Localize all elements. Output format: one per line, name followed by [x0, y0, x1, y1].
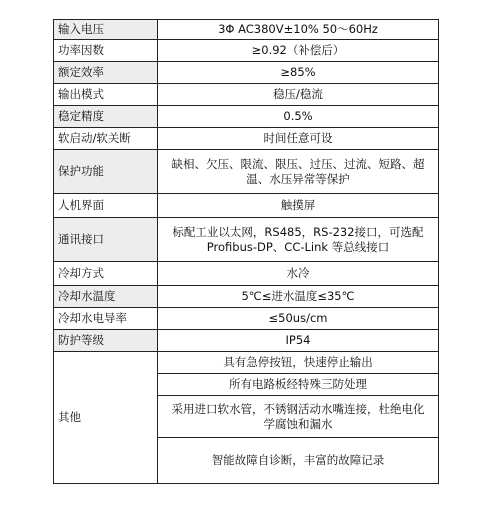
row-value: 缺相、欠压、限流、限压、过压、过流、短路、超温、水压异常等保护: [158, 150, 439, 194]
row-value: 5℃≤进水温度≤35℃: [158, 286, 439, 308]
row-label: 额定效率: [54, 62, 158, 84]
table-row: [54, 20, 439, 40]
other-label: 其他: [54, 352, 158, 484]
table-row: [54, 62, 439, 84]
row-value: 水冷: [158, 262, 439, 286]
table-row: [54, 330, 439, 352]
table-row: [54, 106, 439, 128]
row-value: ≥0.92（补偿后）: [158, 40, 439, 62]
row-label: 通讯接口: [54, 218, 158, 262]
other-item: 具有急停按钮，快速停止输出: [158, 352, 439, 374]
table-row: [54, 286, 439, 308]
row-value: IP54: [158, 330, 439, 352]
table-row: [54, 194, 439, 218]
row-value: ≥85%: [158, 62, 439, 84]
row-value: 时间任意可设: [158, 128, 439, 150]
row-label: 冷却方式: [54, 262, 158, 286]
row-label: 软启动/软关断: [54, 128, 158, 150]
row-label: 防护等级: [54, 330, 158, 352]
other-item: 智能故障自诊断，丰富的故障记录: [158, 438, 439, 484]
row-value: 0.5%: [158, 106, 439, 128]
row-label: 冷却水电导率: [54, 308, 158, 330]
row-label: 冷却水温度: [54, 286, 158, 308]
row-label: 功率因数: [54, 40, 158, 62]
row-value: 触摸屏: [158, 194, 439, 218]
table-row: [54, 262, 439, 286]
other-item: 采用进口软水管，不锈钢活动水嘴连接，杜绝电化学腐蚀和漏水: [158, 396, 439, 438]
other-item: 所有电路板经特殊三防处理: [158, 374, 439, 396]
row-value: 稳压/稳流: [158, 84, 439, 106]
row-label: 人机界面: [54, 194, 158, 218]
table-row: [54, 40, 439, 62]
row-value: 标配工业以太网，RS485，RS-232接口，可选配 Profibus-DP、CC-Link 等总线接口: [158, 218, 439, 262]
table-row: [54, 150, 439, 194]
row-label: 输入电压: [54, 20, 158, 40]
spec-table: [53, 19, 439, 484]
row-value: ≤50us/cm: [158, 308, 439, 330]
table-row: [54, 84, 439, 106]
table-row: [54, 308, 439, 330]
row-value: 3Φ AC380V±10% 50～60Hz: [158, 20, 439, 40]
row-label: 保护功能: [54, 150, 158, 194]
table-row: [54, 218, 439, 262]
table-row: [54, 128, 439, 150]
row-label: 输出模式: [54, 84, 158, 106]
table-row: [54, 352, 439, 374]
row-label: 稳定精度: [54, 106, 158, 128]
